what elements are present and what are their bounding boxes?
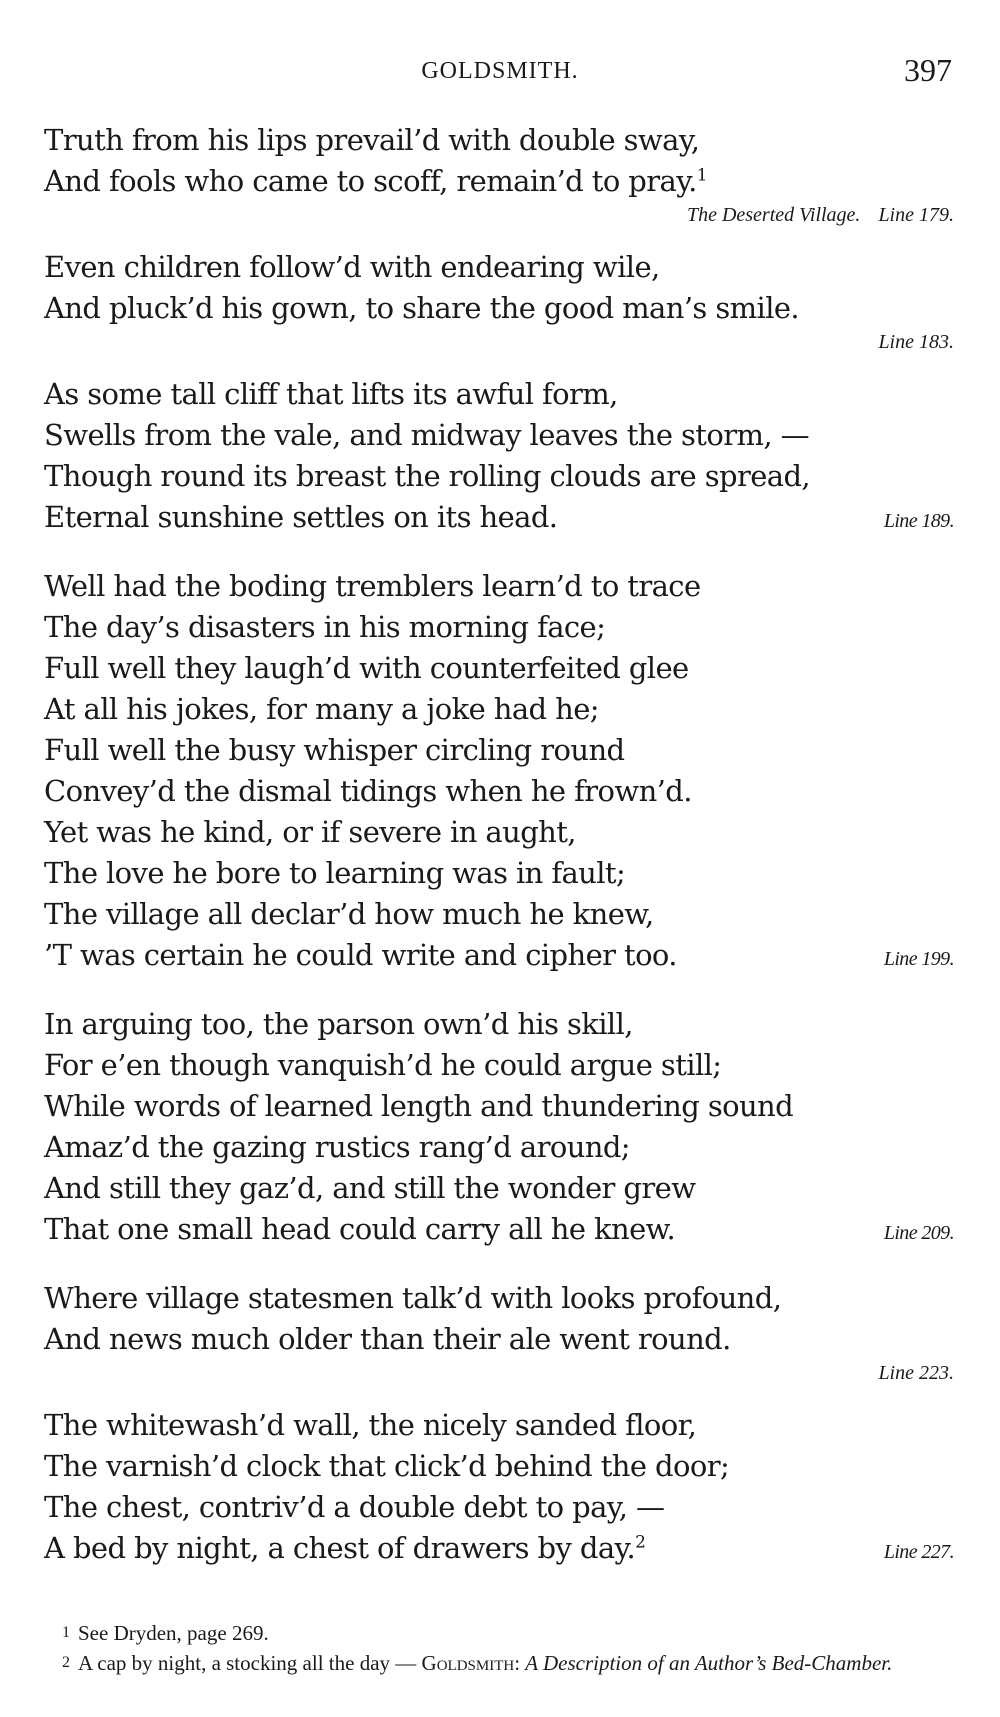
footnote (44, 1618, 954, 1648)
citation (44, 1360, 954, 1387)
verse-line: Amaz’d the gazing rustics rang’d around; (44, 1130, 630, 1164)
verse-line: And fools who came to scoff, remain’d to pray.$^1$ (44, 164, 707, 198)
footnote-ref: 2 (635, 1532, 646, 1553)
stanza (44, 566, 954, 980)
poem-excerpts (44, 120, 954, 1591)
footnote-author: Goldsmith: (421, 1651, 521, 1675)
verse-line: The varnish’d clock that click’d behind the door; (44, 1449, 730, 1483)
citation (44, 329, 954, 356)
line-citation: Line 209. (883, 1222, 954, 1244)
stanza (44, 247, 954, 356)
footnotes (44, 1618, 954, 1678)
footnote-work: A Description of an Author’s Bed-Chamber. (525, 1651, 893, 1675)
verse-line: Swells from the vale, and midway leaves the storm, — (44, 418, 810, 452)
verse-line: Though round its breast the rolling clouds are spread, (44, 459, 811, 493)
verse-line: The love he bore to learning was in fault; (44, 856, 626, 890)
verse-line: In arguing too, the parson own’d his skill, (44, 1007, 633, 1041)
stanza (44, 120, 954, 229)
line-citation: Line 183. (878, 331, 954, 353)
verse-line: A bed by night, a chest of drawers by day.$^2$ Line 227. (44, 1528, 954, 1573)
citation (44, 202, 954, 229)
verse-line: And pluck’d his gown, to share the good man’s smile. (44, 291, 800, 325)
line-citation: Line 179. (878, 204, 954, 226)
page-number: 397 (904, 52, 952, 88)
verse-line: The chest, contriv’d a double debt to pay, — (44, 1490, 665, 1524)
footnote-number: 2 (62, 1654, 70, 1671)
work-title: The Deserted Village. (686, 204, 861, 226)
verse-line: The day’s disasters in his morning face; (44, 610, 606, 644)
line-citation: Line 199. (883, 948, 954, 970)
footnote-text: See Dryden, page 269. (78, 1621, 269, 1645)
verse-line: At all his jokes, for many a joke had he; (44, 692, 599, 726)
verse-line: And news much older than their ale went round. (44, 1322, 731, 1356)
verse-line: And still they gaz’d, and still the wonder grew (44, 1171, 696, 1205)
stanza (44, 1278, 954, 1387)
verse-line: Eternal sunshine settles on its head. Line 189. (44, 497, 954, 542)
verse-line: For e’en though vanquish’d he could argue still; (44, 1048, 722, 1082)
footnote (44, 1648, 954, 1678)
verse-line: Full well they laugh’d with counterfeited glee (44, 651, 689, 685)
verse-line: Truth from his lips prevail’d with double sway, (44, 123, 700, 157)
verse-line: While words of learned length and thundering sound (44, 1089, 794, 1123)
verse-line: The whitewash’d wall, the nicely sanded floor, (44, 1408, 697, 1442)
verse-line: Where village statesmen talk’d with looks profound, (44, 1281, 782, 1315)
stanza (44, 1405, 954, 1573)
verse-line: The village all declar’d how much he knew, (44, 897, 654, 931)
page-header (0, 52, 1000, 92)
verse-line: Well had the boding tremblers learn’d to trace (44, 569, 701, 603)
verse-line: As some tall cliff that lifts its awful form, (44, 377, 618, 411)
line-citation: Line 227. (883, 1541, 954, 1563)
footnote-text: A cap by night, a stocking all the day — (78, 1651, 417, 1675)
verse-line: That one small head could carry all he knew. Line 209. (44, 1209, 954, 1254)
stanza (44, 374, 954, 542)
line-citation: Line 223. (878, 1362, 954, 1384)
running-head: GOLDSMITH. (421, 58, 579, 84)
verse-line: Even children follow’d with endearing wile, (44, 250, 660, 284)
footnote-ref: 1 (696, 165, 707, 186)
verse-line: Full well the busy whisper circling round (44, 733, 625, 767)
verse-line: Yet was he kind, or if severe in aught, (44, 815, 576, 849)
footnote-number: 1 (62, 1624, 70, 1641)
line-citation: Line 189. (883, 510, 954, 532)
verse-line: ’T was certain he could write and cipher too. Line 199. (44, 935, 954, 980)
verse-line: Convey’d the dismal tidings when he frown’d. (44, 774, 692, 808)
stanza (44, 1004, 954, 1254)
